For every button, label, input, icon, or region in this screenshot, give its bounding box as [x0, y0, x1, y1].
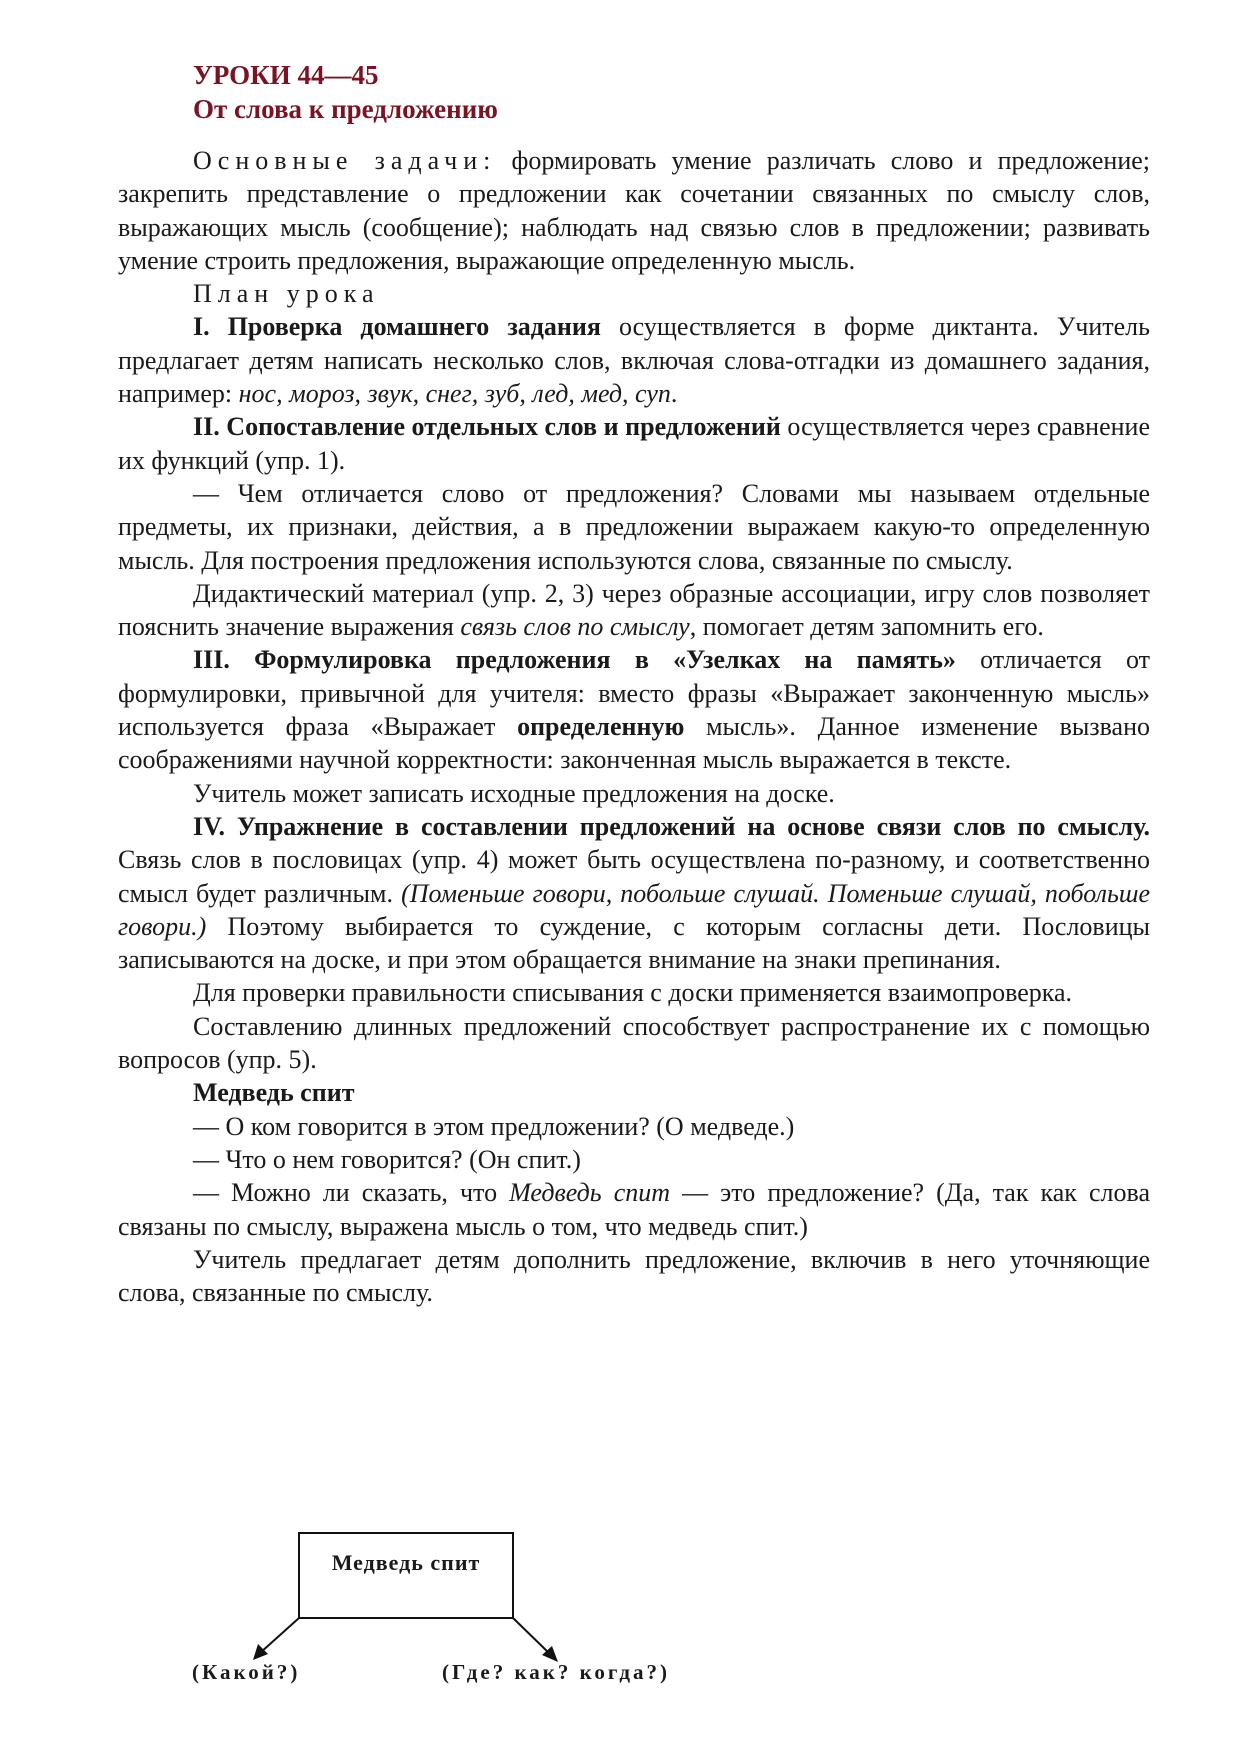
objectives-label: Основные задачи:	[193, 146, 497, 175]
lesson-title: От слова к предложению	[193, 94, 498, 124]
left-arrow-head	[253, 1644, 268, 1660]
example-heading: Медведь спит	[193, 1078, 355, 1108]
left-arrow-line	[260, 1618, 299, 1653]
section-2-didactic: Дидактический материал (упр. 2, 3) через образные ассоциации, игру слов позволяет пояснить значение выражения связь слов по смыслу, помогает детям запомнить его.	[118, 578, 1150, 642]
objectives-paragraph	[118, 144, 1150, 277]
section-2: II. Сопоставление отдельных слов и предложений осуществляется через сравнение их функций (упр. 1).	[118, 412, 1150, 475]
right-arrow-line	[513, 1618, 550, 1654]
section-4-long: Составлению длинных предложений способствует распространение их с помощью вопросов (упр. 5).	[118, 1011, 1150, 1075]
section-4-check: Для проверки правильности списывания с доски применяется взаимопроверка.	[193, 978, 1073, 1008]
section-3-heading: III. Формулировка предложения в «Узелках на память»	[193, 645, 956, 675]
right-question: (Где? как? когда?)	[442, 1660, 671, 1684]
section-2-heading: II. Сопоставление отдельных слов и предложений	[193, 412, 781, 442]
section-1-examples: нос, мороз, звук, снег, зуб, лед, мед, суп	[238, 379, 671, 409]
final-paragraph: Учитель предлагает детям дополнить предложение, включив в него уточняющие слова, связанные по смыслу.	[118, 1244, 1150, 1308]
section-1-heading: I. Проверка домашнего задания	[193, 312, 601, 342]
left-question: (Какой?)	[192, 1660, 301, 1684]
objectives-text: формировать умение различать слово и предложение; закрепить представление о предложении как сочетании связанных по смыслу слов, выражающих мысль (сообщение); наблюдать над связью слов в предложении; развивать умение строить предложения, выражающие определенную мысль.	[118, 146, 1151, 275]
section-1: I. Проверка домашнего задания осуществляется в форме диктанта. Учитель предлагает детям написать несколько слов, включая слова-отгадки из домашнего задания, например: нос, мороз, звук, снег, зуб, лед, мед, суп.	[118, 312, 1150, 409]
section-4: IV. Упражнение в составлении предложений на основе связи слов по смыслу. Связь слов в пословицах (упр. 4) может быть осуществлена по-разному, и соответственно смысл будет различным. (Поменьше говори, побольше слушай. Поменьше слушай, побольше говори.) Поэтому выбирается то суждение, с которым согласны дети. Пословицы записываются на доске, и при этом обращается внимание на знаки препинания.	[118, 811, 1150, 975]
section-4-heading: IV. Упражнение в составлении предложений на основе связи слов по смыслу.	[193, 811, 1150, 841]
section-3: III. Формулировка предложения в «Узелках на память» отличается от формулировки, привычной для учителя: вместо фразы «Выражает законченную мысль» используется фраза «Выражает определенную мысль». Данное изменение вызвано соображениями научной корректности: законченная мысль выражается в тексте.	[118, 645, 1150, 775]
lesson-number: УРОКИ 44—45	[193, 60, 379, 90]
sentence-box-label: Медведь спит	[331, 1550, 481, 1575]
sentence-diagram	[180, 1520, 780, 1690]
section-3-note: Учитель может записать исходные предложения на доске.	[193, 778, 835, 808]
question-3: — Можно ли сказать, что Медведь спит — это предложение? (Да, так как слова связаны по смыслу, выражена мысль о том, что медведь спит.)	[118, 1178, 1150, 1241]
plan-label: План урока	[193, 279, 380, 309]
question-2: — Что о нем говорится? (Он спит.)	[193, 1144, 581, 1174]
question-1: — О ком говорится в этом предложении? (О медведе.)	[193, 1111, 795, 1141]
document-page	[118, 58, 1150, 1309]
section-2-dialog: — Чем отличается слово от предложения? Словами мы называем отдельные предметы, их признаки, действия, а в предложении выражаем какую-то определенную мысль. Для построения предложения используются слова, связанные по смыслу.	[118, 478, 1150, 575]
